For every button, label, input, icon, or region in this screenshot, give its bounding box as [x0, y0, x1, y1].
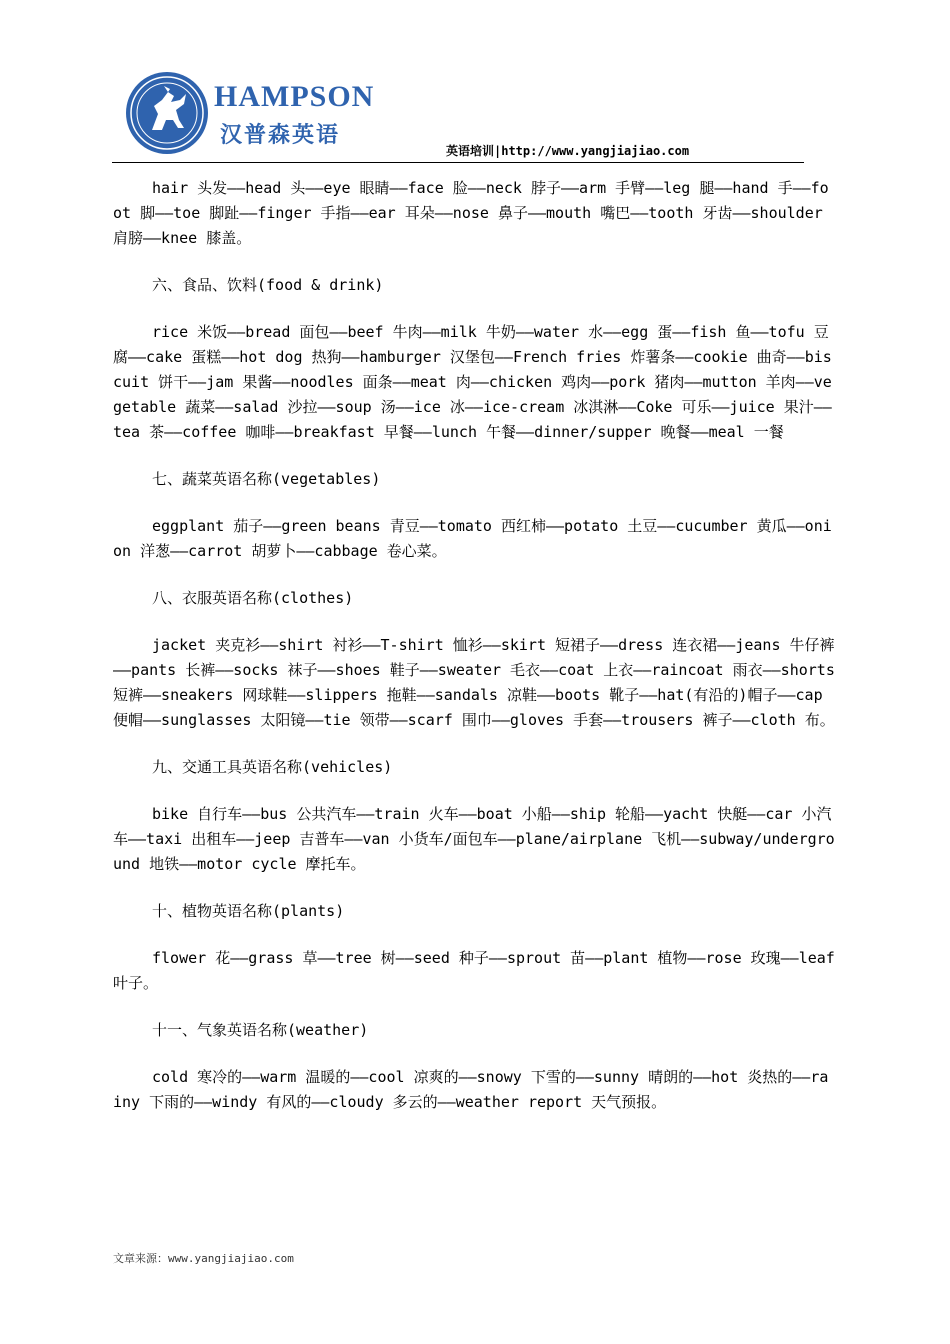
pegasus-logo-icon: [124, 70, 210, 156]
vocab-paragraph-body-parts: hair 头发——head 头——eye 眼睛——face 脸——neck 脖子——arm 手臂——leg 腿——hand 手——foot 脚——toe 脚趾——finger 手指——ear 耳朵——nose 鼻子——mouth 嘴巴——tooth 牙齿——shoulder 肩膀——knee 膝盖。: [113, 179, 829, 247]
vocab-paragraph-vegetables: eggplant 茄子——green beans 青豆——tomato 西红柿——potato 土豆——cucumber 黄瓜——onion 洋葱——carrot 胡萝卜——cabbage 卷心菜。: [113, 517, 832, 560]
section-heading-clothes: 八、衣服英语名称(clothes): [152, 589, 354, 607]
vocab-paragraph-clothes: jacket 夹克衫——shirt 衬衫——T-shirt 恤衫——skirt 短裙子——dress 连衣裙——jeans 牛仔裤——pants 长裤——socks 袜子——shoes 鞋子——sweater 毛衣——coat 上衣——raincoat 雨衣——shorts 短裤——sneakers 网球鞋——slippers 拖鞋——sandals 凉鞋——boots 靴子——hat(有沿的)帽子——cap 便帽——sunglasses 太阳镜——tie 领带——scarf 围巾——gloves 手套——trousers 裤子——cloth 布。: [113, 636, 835, 729]
vocab-paragraph-vehicles: bike 自行车——bus 公共汽车——train 火车——boat 小船——ship 轮船——yacht 快艇——car 小汽车——taxi 出租车——jeep 吉普车——van 小货车/面包车——plane/airplane 飞机——subway/underground 地铁——motor cycle 摩托车。: [113, 805, 835, 873]
section-heading-weather: 十一、气象英语名称(weather): [152, 1021, 369, 1039]
vocab-paragraph-food-drink: rice 米饭——bread 面包——beef 牛肉——milk 牛奶——water 水——egg 蛋——fish 鱼——tofu 豆腐——cake 蛋糕——hot dog 热狗——hamburger 汉堡包——French fries 炸薯条——cookie 曲奇——biscuit 饼干——jam 果酱——noodles 面条——meat 肉——chicken 鸡肉——pork 猪肉——mutton 羊肉——vegetable 蔬菜——salad 沙拉——soup 汤——ice 冰——ice-cream 冰淇淋——Coke 可乐——juice 果汁——tea 茶——coffee 咖啡——breakfast 早餐——lunch 午餐——dinner/supper 晚餐——meal 一餐: [113, 323, 832, 441]
page-footer-source[interactable]: 文章来源：www.yangjiajiao.com: [113, 1252, 294, 1265]
brand-name-english: HAMPSON: [214, 80, 375, 113]
section-heading-food-drink: 六、食品、饮料(food & drink): [152, 276, 384, 294]
vocab-paragraph-weather: cold 寒冷的——warm 温暖的——cool 凉爽的——snowy 下雪的——sunny 晴朗的——hot 炎热的——rainy 下雨的——windy 有风的——cloudy 多云的——weather report 天气预报。: [113, 1068, 829, 1111]
vocab-paragraph-plants: flower 花——grass 草——tree 树——seed 种子——sprout 苗——plant 植物——rose 玫瑰——leaf 叶子。: [113, 949, 835, 992]
section-heading-plants: 十、植物英语名称(plants): [152, 902, 345, 920]
site-url-line[interactable]: 英语培训|http://www.yangjiajiao.com: [446, 144, 690, 158]
section-heading-vehicles: 九、交通工具英语名称(vehicles): [152, 758, 393, 776]
header-divider: [112, 162, 804, 163]
section-heading-vegetables: 七、蔬菜英语名称(vegetables): [152, 470, 381, 488]
brand-name-chinese: 汉普森英语: [220, 123, 341, 148]
page-header: [0, 0, 950, 170]
document-body: [113, 176, 837, 1137]
